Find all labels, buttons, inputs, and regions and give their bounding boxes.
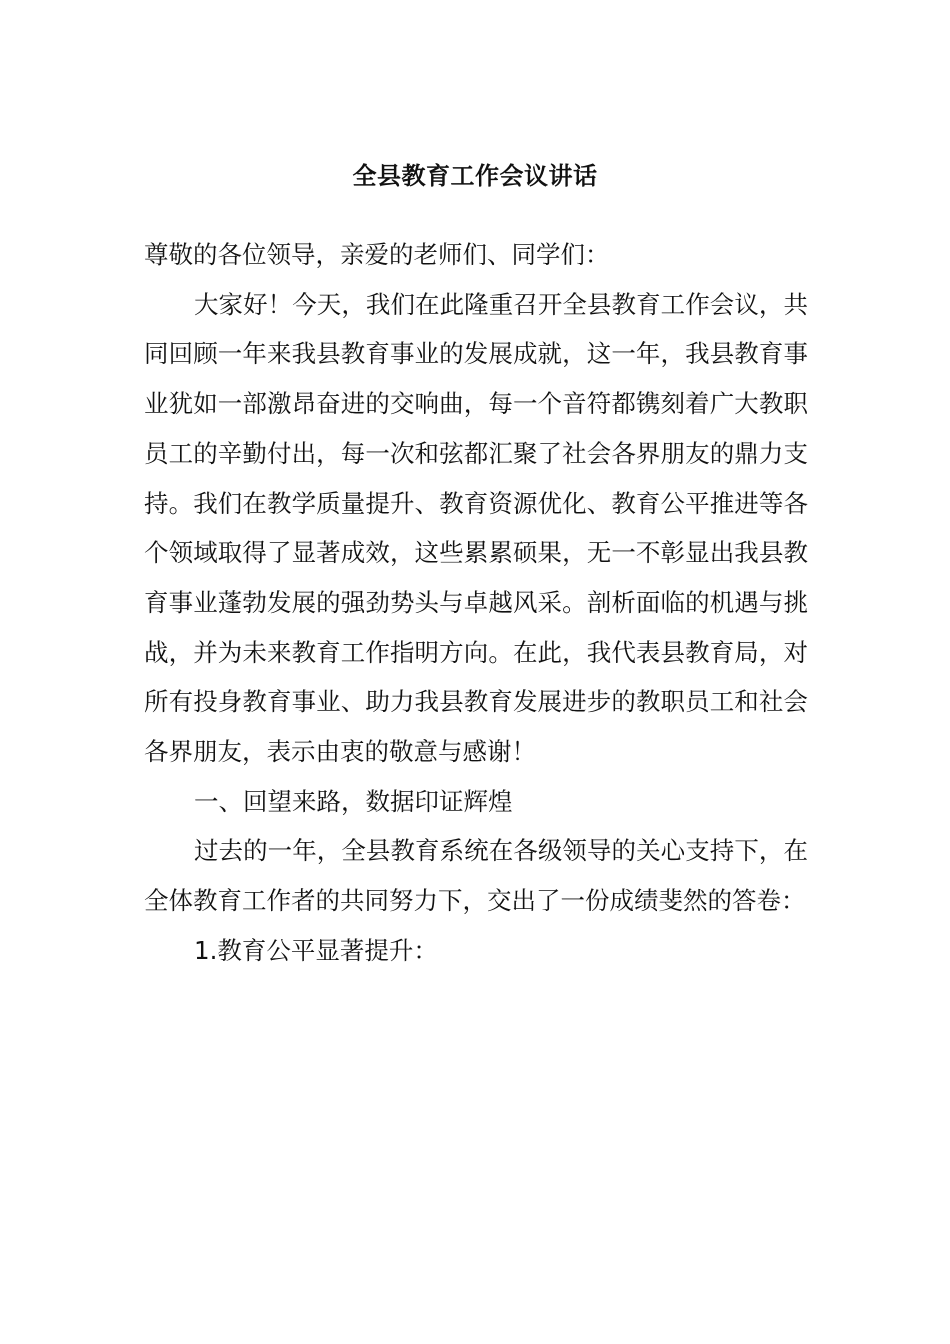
list-item-heading: 1.教育公平显著提升：	[194, 935, 438, 965]
document-title: 全县教育工作会议讲话	[352, 162, 598, 190]
section-heading: 一、回望来路，数据印证辉煌	[194, 786, 513, 816]
salutation: 尊敬的各位领导，亲爱的老师们、同学们：	[144, 240, 610, 269]
paragraph-review: 过去的一年，全县教育系统在各级领导的关心支持下，在全体教育工作者的共同努力下，交出了一份成绩斐然的答卷：	[144, 836, 808, 916]
document-body	[144, 230, 808, 976]
paragraph-opening: 大家好！今天，我们在此隆重召开全县教育工作会议，共同回顾一年来我县教育事业的发展成就，这一年，我县教育事业犹如一部激昂奋进的交响曲，每一个音符都镌刻着广大教职员工的辛勤付出，每一次和弦都汇聚了社会各界朋友的鼎力支持。我们在教学质量提升、教育资源优化、教育公平推进等各个领域取得了显著成效，这些累累硕果，无一不彰显出我县教育事业蓬勃发展的强劲势头与卓越风采。剖析面临的机遇与挑战，并为未来教育工作指明方向。在此，我代表县教育局，对所有投身教育事业、助力我县教育发展进步的教职员工和社会各界朋友，表示由衷的敬意与感谢！	[144, 289, 808, 767]
